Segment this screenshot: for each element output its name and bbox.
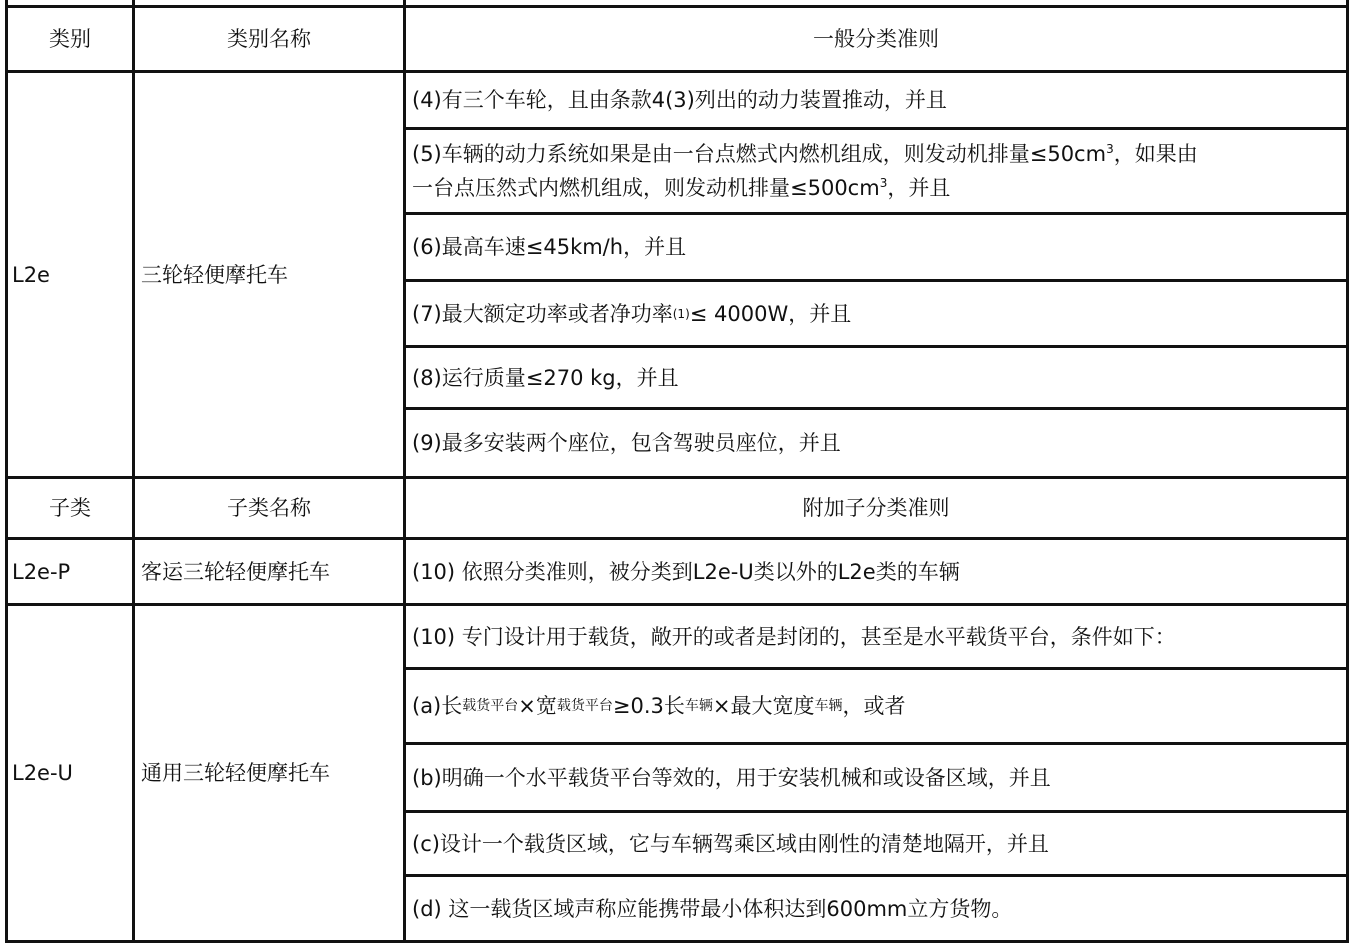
criterion-5 — [406, 130, 1346, 212]
criterion-7-part-b: ≤ 4000W，并且 — [689, 301, 852, 326]
subheader-subclass-name: 子类名称 — [227, 496, 311, 520]
l2e-name: 三轮轻便摩托车 — [141, 262, 288, 287]
criterion-a-part-3: ≥0.3长 — [612, 694, 685, 718]
l2eu-criterion-b: (b)明确一个水平载货平台等效的，用于安装机械和或设备区域，并且 — [412, 765, 1051, 790]
header-category-name: 类别名称 — [227, 27, 311, 51]
l2eu-criterion-c: (c)设计一个载货区域，它与车辆驾乘区域由刚性的清楚地隔开，并且 — [412, 831, 1049, 856]
criterion-5-part-b: ，如果由 — [1113, 142, 1198, 166]
criterion-5-sup-1: 3 — [1106, 142, 1114, 156]
criterion-8: (8)运行质量≤270 kg，并且 — [412, 365, 679, 390]
l2ep-criterion-10: (10) 依照分类准则，被分类到L2e-U类以外的L2e类的车辆 — [412, 559, 960, 584]
criterion-7: (7)最大额定功率或者净功率 (1) ≤ 4000W，并且 — [406, 282, 1346, 345]
criterion-9: (9)最多安装两个座位，包含驾驶员座位，并且 — [412, 431, 841, 455]
subheader-additional-criteria: 附加子分类准则 — [802, 496, 950, 520]
criterion-a-part-5: ，或者 — [842, 694, 906, 718]
l2eu-criterion-a: (a)长 载货平台 ×宽 载货平台 ≥0.3长 车辆 ×最大宽度 车辆 ，或者 — [406, 670, 1346, 742]
l2ep-code: L2e-P — [12, 559, 71, 584]
l2eu-name: 通用三轮轻便摩托车 — [141, 761, 330, 785]
criterion-a-part-1: (a)长 — [412, 694, 463, 718]
header-general-criteria: 一般分类准则 — [813, 27, 939, 51]
l2e-code: L2e — [12, 262, 50, 287]
l2eu-code: L2e-U — [12, 761, 73, 785]
criterion-5-part-d: ，并且 — [887, 176, 951, 200]
criterion-7-part-a: (7)最大额定功率或者净功率 — [412, 301, 673, 326]
criterion-5-part-a: (5)车辆的动力系统如果是由一台点燃式内燃机组成，则发动机排量≤50cm — [412, 142, 1107, 166]
criterion-5-text — [412, 137, 1198, 205]
criterion-4: (4)有三个车轮，且由条款4(3)列出的动力装置推动，并且 — [412, 88, 947, 112]
rule-right — [1346, 0, 1349, 943]
criterion-5-sup-2: 3 — [879, 176, 888, 190]
l2eu-criterion-10: (10) 专门设计用于载货，敞开的或者是封闭的，甚至是水平载货平台，条件如下： — [412, 624, 1176, 649]
subheader-subclass: 子类 — [49, 496, 91, 520]
criterion-a-part-2: ×宽 — [518, 694, 557, 718]
l2ep-name: 客运三轮轻便摩托车 — [141, 559, 330, 584]
criterion-a-part-4: ×最大宽度 — [712, 694, 815, 718]
l2eu-criterion-d: (d) 这一载货区域声称应能携带最小体积达到600mm立方货物。 — [412, 896, 1013, 921]
criterion-5-part-c: 一台点压然式内燃机组成，则发动机排量≤500cm — [412, 176, 880, 200]
header-category: 类别 — [49, 27, 91, 51]
criterion-6: (6)最高车速≤45km/h，并且 — [412, 235, 687, 259]
rule-bottom — [5, 940, 1349, 943]
